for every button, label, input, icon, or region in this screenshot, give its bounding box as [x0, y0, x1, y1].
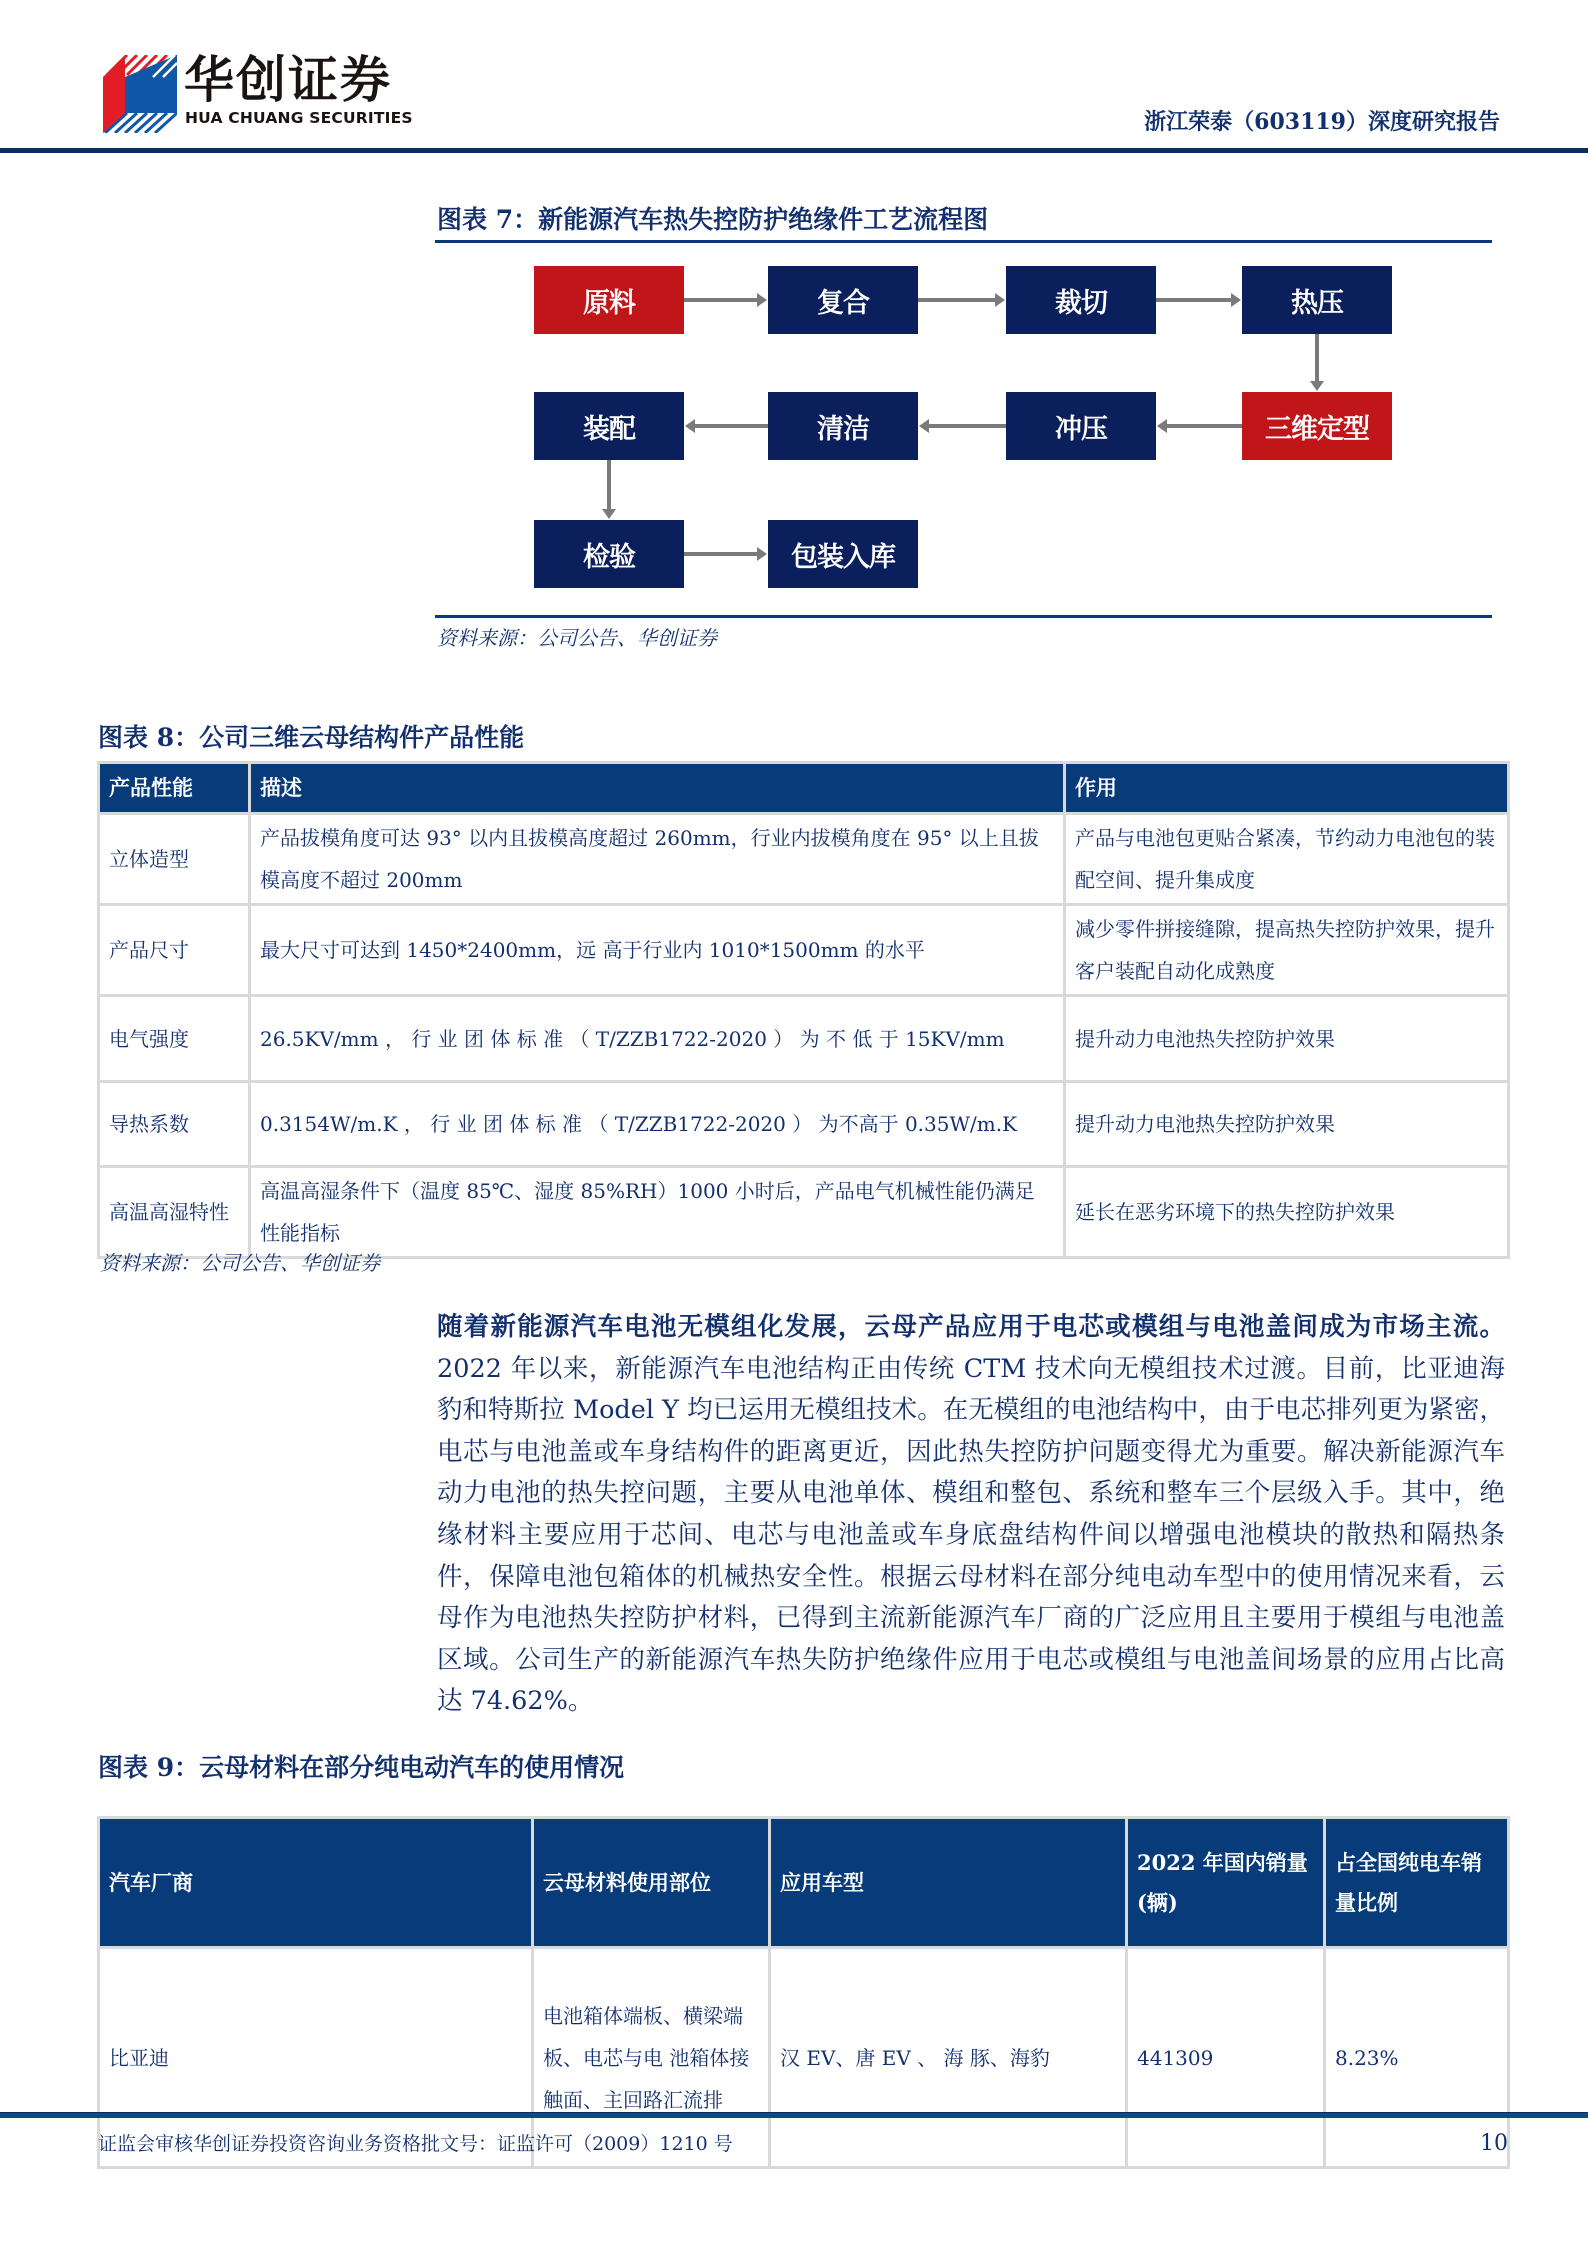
figure8-title: 图表 8：公司三维云母结构件产品性能 — [98, 723, 525, 752]
figure9-title: 图表 9：云母材料在部分纯电动汽车的使用情况 — [98, 1753, 625, 1782]
flow-step-cutting: 裁切 — [1006, 266, 1156, 334]
process-flowchart — [0, 0, 1588, 620]
arrow-left-icon — [1166, 424, 1242, 428]
effect-cell: 提升动力电池热失控防护效果 — [1065, 996, 1509, 1082]
arrow-right-icon — [684, 298, 758, 302]
flow-step-stamping: 冲压 — [1006, 392, 1156, 460]
footer-license: 证监会审核华创证券投资咨询业务资格批文号：证监许可（2009）1210 号 — [98, 2133, 733, 2155]
description-cell: 26.5KV/mm ， 行 业 团 体 标 准 （ T/ZZB1722-2020 ） 为 不 低 于 15KV/mm — [250, 996, 1065, 1082]
flow-step-cleaning: 清洁 — [768, 392, 918, 460]
paragraph-body: 2022 年以来，新能源汽车电池结构正由传统 CTM 技术向无模组技术过渡。目前，比亚迪海豹和特斯拉 Model Y 均已运用无模组技术。在无模组的电池结构中，由于电芯排列更为紧密，电芯与电池盖或车身结构件的距离更近，因此热失控防护问题变得尤为重要。解决新能源汽车动力电池的热失控问题，主要从电池单体、模组和整包、系统和整车三个层级入手。其中，绝缘材料主要应用于芯间、电芯与电池盖或车身底盘结构件间以增强电池模块的散热和隔热条件，保障电池包箱体的机械热安全性。根据云母材料在部分纯电动车型中的使用情况来看，云母作为电池热失控防护材料，已得到主流新能源汽车厂商的广泛应用且主要用于模组与电池盖区域。公司生产的新能源汽车热失防护绝缘件应用于电芯或模组与电池盖间场景的应用占比高达 74.62%。 — [437, 1353, 1505, 1717]
feature-cell: 立体造型 — [99, 814, 250, 905]
effect-cell: 产品与电池包更贴合紧凑，节约动力电池包的装配空间、提升集成度 — [1065, 814, 1509, 905]
flow-step-assembly: 装配 — [534, 392, 684, 460]
product-performance-table — [97, 761, 1510, 1259]
sales-cell: 441309 — [1127, 1948, 1325, 2168]
table-row — [99, 905, 1509, 996]
description-cell: 最大尺寸可达到 1450*2400mm，远 高于行业内 1010*1500mm 的水平 — [250, 905, 1065, 996]
flow-step-3d-forming: 三维定型 — [1242, 392, 1392, 460]
paragraph-lead-sentence: 随着新能源汽车电池无模组化发展，云母产品应用于电芯或模组与电池盖间成为市场主流。 — [437, 1312, 1505, 1342]
feature-cell: 产品尺寸 — [99, 905, 250, 996]
logo-wordmark-en: HUA CHUANG SECURITIES — [185, 109, 413, 127]
column-header: 产品性能 — [99, 763, 250, 814]
arrow-down-icon — [1315, 334, 1319, 382]
figure8-source: 资料来源：公司公告、华创证券 — [100, 1251, 380, 1275]
table-header-row — [99, 763, 1509, 814]
page-number: 10 — [1480, 2131, 1508, 2156]
arrow-right-icon — [1156, 298, 1232, 302]
flow-step-inspection: 检验 — [534, 520, 684, 588]
column-header: 描述 — [250, 763, 1065, 814]
flow-step-raw-material: 原料 — [534, 266, 684, 334]
effect-cell: 延长在恶劣环境下的热失控防护效果 — [1065, 1167, 1509, 1258]
feature-cell: 电气强度 — [99, 996, 250, 1082]
feature-cell: 高温高湿特性 — [99, 1167, 250, 1258]
effect-cell: 减少零件拼接缝隙，提高热失控防护效果，提升客户装配自动化成熟度 — [1065, 905, 1509, 996]
table-row — [99, 814, 1509, 905]
table-row — [99, 1082, 1509, 1167]
table-row — [99, 996, 1509, 1082]
column-header: 占全国纯电车销量比例 — [1325, 1818, 1509, 1948]
column-header: 作用 — [1065, 763, 1509, 814]
parts-cell: 电池箱体端板、横梁端板、电芯与电 池箱体接触面、主回路汇流排 — [533, 1948, 770, 2168]
figure7-bottom-rule — [435, 615, 1492, 618]
report-title: 浙江荣泰（603119）深度研究报告 — [1144, 109, 1500, 135]
models-cell: 汉 EV、唐 EV 、 海 豚、海豹 — [770, 1948, 1127, 2168]
arrow-left-icon — [928, 424, 1006, 428]
description-cell: 高温高湿条件下（温度 85℃、湿度 85%RH）1000 小时后，产品电气机械性能仍满足性能指标 — [250, 1167, 1065, 1258]
description-cell: 0.3154W/m.K ， 行 业 团 体 标 准 （ T/ZZB1722-2020 ） 为不高于 0.35W/m.K — [250, 1082, 1065, 1167]
arrow-down-icon — [607, 460, 611, 510]
arrow-right-icon — [918, 298, 996, 302]
arrow-left-icon — [694, 424, 768, 428]
effect-cell: 提升动力电池热失控防护效果 — [1065, 1082, 1509, 1167]
column-header: 云母材料使用部位 — [533, 1818, 770, 1948]
share-cell: 8.23% — [1325, 1948, 1509, 2168]
feature-cell: 导热系数 — [99, 1082, 250, 1167]
footer-divider — [0, 2112, 1588, 2118]
figure7-source: 资料来源：公司公告、华创证券 — [437, 626, 717, 650]
body-paragraph — [437, 1307, 1505, 1723]
column-header: 应用车型 — [770, 1818, 1127, 1948]
flow-step-packaging: 包装入库 — [768, 520, 918, 588]
arrow-right-icon — [684, 552, 758, 556]
logo-wordmark-cn: 华创证券 — [184, 51, 392, 109]
figure7-title: 图表 7：新能源汽车热失控防护绝缘件工艺流程图 — [437, 205, 989, 234]
table-row — [99, 1167, 1509, 1258]
column-header: 2022 年国内销量(辆) — [1127, 1818, 1325, 1948]
table-header-row — [99, 1818, 1509, 1948]
column-header: 汽车厂商 — [99, 1818, 533, 1948]
maker-cell: 比亚迪 — [99, 1948, 533, 2168]
description-cell: 产品拔模角度可达 93° 以内且拔模高度超过 260mm，行业内拔模角度在 95° 以上且拔模高度不超过 200mm — [250, 814, 1065, 905]
flow-step-hot-pressing: 热压 — [1242, 266, 1392, 334]
flow-step-laminating: 复合 — [768, 266, 918, 334]
